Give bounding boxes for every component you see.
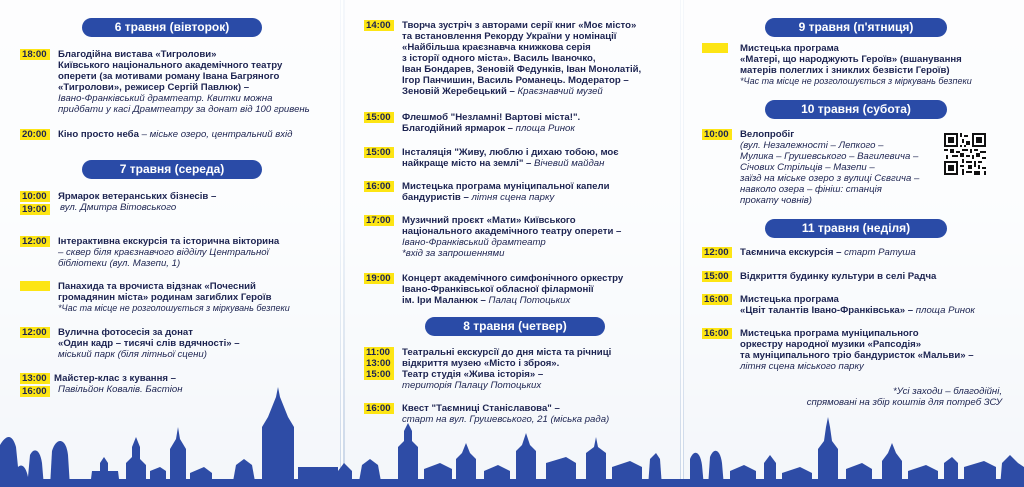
event-place: вул. Дмитра Вітовського — [60, 202, 177, 213]
day-header-may-7: 7 травня (середа) — [82, 160, 262, 179]
day-header-may-11: 11 травня (неділя) — [765, 219, 947, 238]
event-time: 15:00 — [702, 271, 732, 282]
event-time: 19:00 — [20, 204, 50, 215]
event-time: 15:00 — [364, 147, 394, 158]
event-route: (вул. Незалежності – Лепкого – Мулика – Грушевського – Вагилевича – Січових Стрільців – Мазепи – заїзд на міське озеро з вулиці Сєвгича – навколо озера – фініш: станція прокату човнів) — [740, 140, 920, 206]
event-title: Інтерактивна екскурсія та історична вікторина — [58, 236, 280, 247]
event-place: літня сцена парку — [471, 192, 555, 203]
event-place: – сквер біля краєзнавчого відділу Центральної бібліотеки (вул. Мазепи, 1) — [58, 247, 269, 269]
event-title: Театральні екскурсії до дня міста та річниці відкриття музею «Місто і зброя». Театр студія «Жива історія» – — [402, 347, 612, 380]
event-title: Ярмарок ветеранських бізнесів – — [58, 191, 217, 202]
event-place: Павільйон Ковалів. Бастіон — [58, 384, 183, 395]
event-title: Музичний проєкт «Мати» Київського національного академічного театру оперети – — [402, 215, 622, 237]
event-time-placeholder — [702, 43, 728, 53]
event-title: Концерт академічного симфонічного оркестру Івано-Франківської обласної філармонії ім. Іри Маланюк – — [402, 273, 624, 306]
footer-note: *Усі заходи – благодійні, спрямовані на збір коштів для потреб ЗСУ — [806, 386, 1002, 408]
event-title: Майстер-клас з кування – — [54, 373, 176, 384]
event-title: Мистецька програма «Цвіт талантів Івано-Франківська» – — [740, 294, 914, 316]
event-title: Благодійна вистава «Тигролови» Київського національного академічного театру оперети (за мотивами роману Івана Багряного «Тигролови», режисер Сергій Павлюк) – — [58, 49, 283, 93]
event-place: міське озеро, центральний вхід — [149, 129, 293, 140]
event-time: 13:00 — [364, 358, 394, 369]
event-time: 16:00 — [702, 328, 732, 339]
city-skyline-silhouette — [0, 367, 1024, 487]
event-time: 10:00 — [20, 191, 50, 202]
event-time: 15:00 — [364, 112, 394, 123]
event-time: 15:00 — [364, 369, 394, 380]
event-note: *Час та місце не розголошується з міркувань безпеки — [740, 76, 972, 86]
event-place: площа Ринок — [515, 123, 575, 134]
event-time: 20:00 — [20, 129, 50, 140]
event-place: Вічевий майдан — [534, 158, 605, 169]
event-title: Мистецька програма муніципальної капели бандуристів – — [402, 181, 610, 203]
event-title: Творча зустріч з авторами серії книг «Моє місто» та встановлення Рекорду України у номінації «Найбільша краєзнавча книжкова серія з історії одного міста». Василь Іваночко, Іван Бондарев, Зеновій Федунків, Іван Монолатій, Ігор Панчишин, Василь Романець. Модератор – Зеновій Жеребецький – — [402, 20, 642, 97]
event-title: Таємнича екскурсія – — [740, 247, 842, 258]
event-time: 12:00 — [20, 236, 50, 247]
event-time: 13:00 — [20, 373, 50, 384]
event-title: Флешмоб "Незламні! Вартові міста!". Благодійний ярмарок – — [402, 112, 581, 134]
event-time: 11:00 — [364, 347, 394, 358]
event-place: старт на вул. Грушевського, 21 (міська рада) — [402, 414, 610, 425]
event-time: 16:00 — [702, 294, 732, 305]
event-time: 16:00 — [364, 403, 394, 414]
event-place: Палац Потоцьких — [488, 295, 571, 306]
event-time-placeholder — [20, 281, 50, 291]
event-time: 18:00 — [20, 49, 50, 60]
event-place: Краєзнавчий музей — [517, 86, 603, 97]
day-header-may-6: 6 травня (вівторок) — [82, 18, 262, 37]
event-time: 10:00 — [702, 129, 732, 140]
event-title: Відкриття будинку культури в селі Радча — [740, 271, 937, 282]
event-title: Квест "Таємниці Станіславова" – — [402, 403, 560, 414]
event-title: Кіно просто неба — [58, 129, 139, 140]
event-place: територія Палацу Потоцьких — [402, 380, 542, 391]
event-time: 16:00 — [20, 386, 50, 397]
event-place: міський парк (біля літньої сцени) — [58, 349, 207, 360]
event-title: Вулична фотосесія за донат «Один кадр – тисячі слів вдячності» – — [58, 327, 240, 349]
event-time: 19:00 — [364, 273, 394, 284]
event-time: 17:00 — [364, 215, 394, 226]
day-header-may-8: 8 травня (четвер) — [425, 317, 605, 336]
event-title: Мистецька програма муніципального оркестру народної музики «Рапсодія» та муніципального тріо бандуристок «Мальви» – — [740, 328, 974, 361]
event-title: Панахида та врочиста відзнак «Почесний громадянин міста» родинам загиблих Героїв — [58, 281, 272, 303]
event-title: Велопробіг — [740, 129, 795, 140]
day-header-may-9: 9 травня (п'ятниця) — [765, 18, 947, 37]
day-header-may-10: 10 травня (субота) — [765, 100, 947, 119]
event-note: *Час та місце не розголошується з міркувань безпеки — [58, 303, 290, 313]
event-time: 12:00 — [20, 327, 50, 338]
event-time: 14:00 — [364, 20, 394, 31]
event-time: 12:00 — [702, 247, 732, 258]
event-place: старт Ратуша — [844, 247, 916, 258]
event-place: площа Ринок — [915, 305, 975, 316]
event-place: Івано-Франківський драмтеатр. Квитки можна придбати у касі Драмтеатру за донат від 100 гривень — [58, 93, 310, 115]
event-place: літня сцена міського парку — [740, 361, 864, 372]
event-time: 16:00 — [364, 181, 394, 192]
event-title: Мистецька програма «Матері, що народжують Героїв» (вшанування матерів полеглих і зниклих безвісти Героїв) — [740, 43, 962, 76]
qr-code-icon[interactable] — [944, 133, 986, 175]
event-place: Івано-Франківський драмтеатр *вхід за запрошеннями — [402, 237, 546, 259]
event-title: Інсталяція "Живу, люблю і дихаю тобою, моє найкраще місто на землі" – — [402, 147, 619, 169]
